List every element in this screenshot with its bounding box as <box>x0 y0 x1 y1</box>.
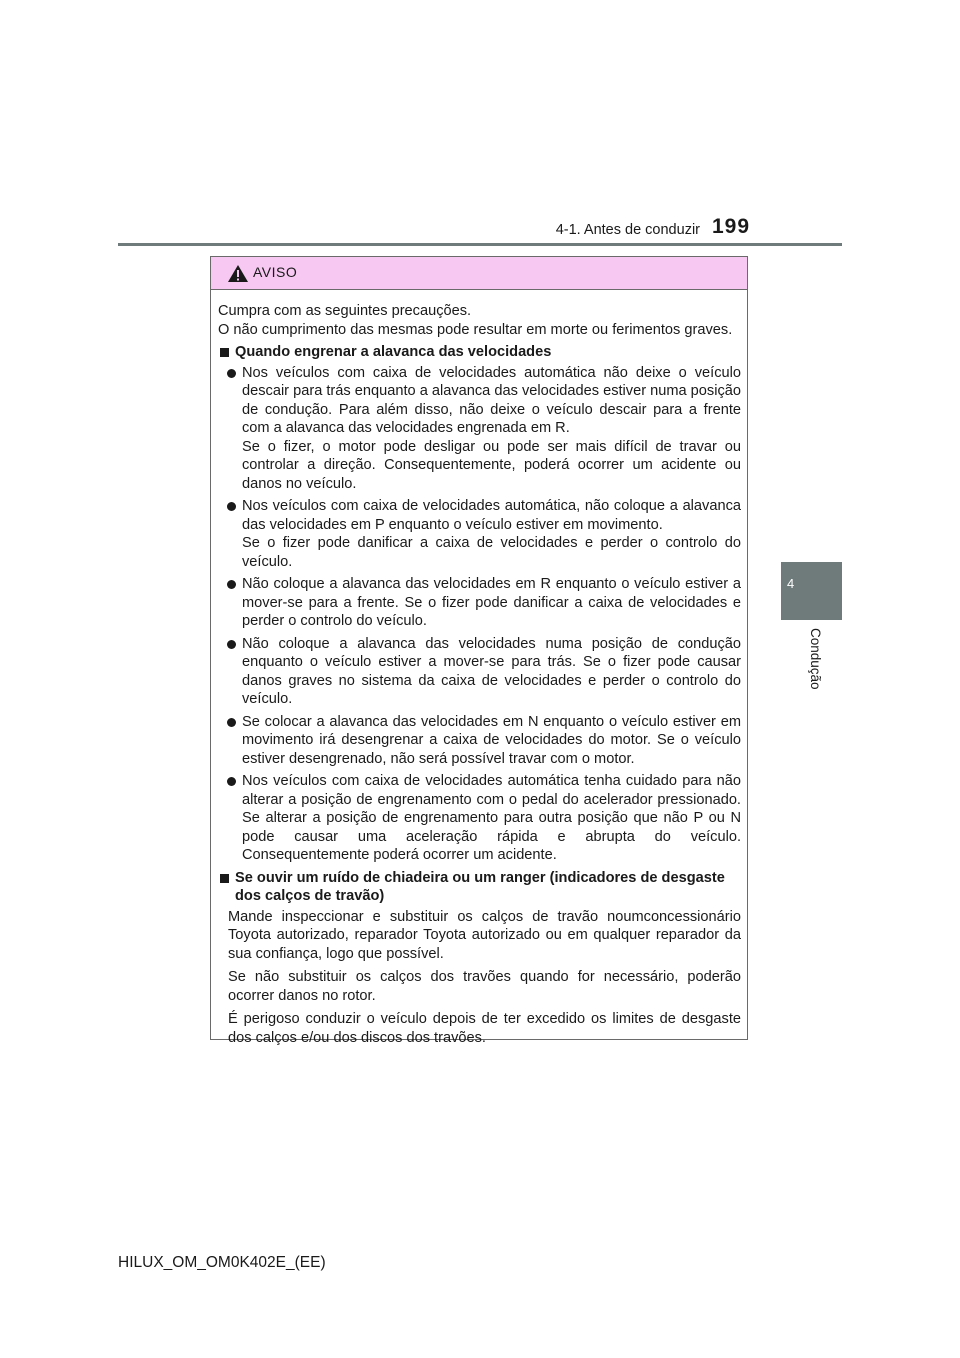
page-number: 199 <box>712 215 751 238</box>
chapter-label: Condução <box>808 628 823 690</box>
section-heading: Quando engrenar a alavanca das velocidades <box>218 343 741 362</box>
paragraph: Se não substituir os calços dos travões quando for necessário, poderão ocorrer danos no rotor. <box>228 969 741 1004</box>
bullet-continuation: Se o fizer pode danificar a caixa de velocidades e perder o controlo do veículo. <box>242 535 741 570</box>
bullet-item <box>218 364 741 494</box>
chapter-side-label <box>781 620 842 710</box>
intro-line: Cumpra com as seguintes precauções. <box>218 303 472 319</box>
header-section-title: 4-1. Antes de conduzir <box>555 222 700 238</box>
bullet-item <box>218 772 741 865</box>
bullet-text: Não coloque a alavanca das velocidades numa posição de condução enquanto o veículo estiver a mover-se para trás. Se o fizer pode causar danos graves no sistema da caixa de velocidades e perder o controlo do veículo. <box>242 635 741 707</box>
bullet-item <box>218 635 741 709</box>
chapter-tab <box>781 562 842 620</box>
bullet-text: Nos veículos com caixa de velocidades automática, não coloque a alavanca das velocidades em P enquanto o veículo estiver em movimento. <box>242 498 741 533</box>
warning-body <box>211 290 747 1047</box>
bullet-item <box>218 713 741 769</box>
bullet-text: Não coloque a alavanca das velocidades em R enquanto o veículo estiver a mover-se para a frente. Se o fizer pode danificar a caixa de velocidades e perder o controlo do veículo. <box>242 576 741 629</box>
paragraph: Mande inspeccionar e substituir os calços de travão noumconcessionário Toyota autorizado, reparador Toyota autorizado ou em qualquer reparador da sua confiança, logo que possível. <box>228 908 741 962</box>
bullet-text: Nos veículos com caixa de velocidades automática tenha cuidado para não alterar a posição de engrenamento com o pedal do acelerador pressionado. Se alterar a posição de engrenamento para outra posição que não P ou N pode causar uma aceleração rápida e abrupta do veículo. Consequentemente poderá ocorrer um acidente. <box>242 773 741 863</box>
warning-header <box>211 257 747 290</box>
warning-box <box>210 256 748 1046</box>
intro-line: O não cumprimento das mesmas pode resultar em morte ou ferimentos graves. <box>218 321 733 338</box>
document-code: HILUX_OM_OM0K402E_(EE) <box>118 1254 326 1271</box>
bullet-text: Nos veículos com caixa de velocidades automática não deixe o veículo descair para trás enquanto a alavanca das velocidades estiver numa posição de condução. Para além disso, não deixe o veículo descair para a frente com a alavanca das velocidades engrenada em R. <box>242 364 741 436</box>
section-heading: Se ouvir um ruído de chiadeira ou um ranger (indicadores de desgaste dos calços de travão) <box>218 869 741 906</box>
bullet-text: Se colocar a alavanca das velocidades em N enquanto o veículo estiver em movimento irá desengrenar a caixa de velocidades do motor. Se o veículo estiver desengrenado, não será possível travar com o motor. <box>242 713 741 767</box>
warning-title: AVISO <box>253 264 298 280</box>
bullet-continuation: Se o fizer, o motor pode desligar ou pode ser mais difícil de travar ou controlar a direção. Consequentemente, poderá ocorrer um acidente ou danos no veículo. <box>242 438 741 492</box>
header-rule <box>118 243 842 246</box>
bullet-item <box>218 575 741 631</box>
paragraph: É perigoso conduzir o veículo depois de ter excedido os limites de desgaste dos calços e/ou dos discos dos travões. <box>228 1011 741 1046</box>
warning-triangle-icon <box>227 264 249 283</box>
bullet-item <box>218 497 741 571</box>
chapter-number: 4 <box>787 576 795 591</box>
